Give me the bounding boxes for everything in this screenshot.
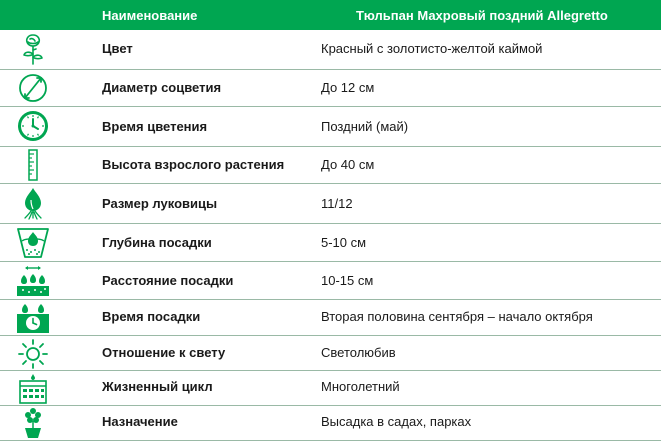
bulb-icon <box>14 186 52 220</box>
calendar-icon <box>14 372 52 406</box>
row-label-life-cycle: Жизненный цикл <box>102 379 213 394</box>
row-value-planting-depth: 5-10 см <box>321 235 367 250</box>
table-header <box>0 0 661 30</box>
table-row-planting-time <box>0 300 661 336</box>
row-value-light: Светолюбив <box>321 345 396 360</box>
row-value-height: До 40 см <box>321 157 375 172</box>
flower-pot-icon <box>14 406 52 440</box>
planting-depth-icon <box>14 226 52 260</box>
row-label-color: Цвет <box>102 41 133 56</box>
row-label-height: Высота взрослого растения <box>102 157 285 172</box>
row-label-planting-depth: Глубина посадки <box>102 235 212 250</box>
row-value-diameter: До 12 см <box>321 80 375 95</box>
row-label-bulb-size: Размер луковицы <box>102 196 218 211</box>
header-name-label: Наименование <box>102 8 198 23</box>
row-value-bloom-time: Поздний (май) <box>321 119 409 134</box>
table-row-color <box>0 30 661 70</box>
ruler-icon <box>14 148 52 182</box>
row-value-color: Красный с золотисто-желтой каймой <box>321 41 543 56</box>
table-row-life-cycle <box>0 371 661 406</box>
planting-time-icon <box>14 301 52 335</box>
table-row-purpose <box>0 406 661 441</box>
table-row-bulb-size <box>0 184 661 224</box>
table-row-planting-distance <box>0 262 661 300</box>
row-label-bloom-time: Время цветения <box>102 119 208 134</box>
row-label-diameter: Диаметр соцветия <box>102 80 222 95</box>
header-product-label: Тюльпан Махровый поздний Allegretto <box>356 8 608 23</box>
clock-icon <box>14 109 52 143</box>
row-label-light: Отношение к свету <box>102 345 226 360</box>
table-row-height <box>0 147 661 184</box>
row-label-planting-distance: Расстояние посадки <box>102 273 234 288</box>
sun-icon <box>14 337 52 371</box>
row-value-life-cycle: Многолетний <box>321 379 400 394</box>
row-label-purpose: Назначение <box>102 414 178 429</box>
table-row-diameter <box>0 70 661 107</box>
row-value-bulb-size: 11/12 <box>321 196 353 211</box>
rose-icon <box>14 32 52 66</box>
planting-distance-icon <box>14 264 52 298</box>
row-value-planting-distance: 10-15 см <box>321 273 374 288</box>
diameter-icon <box>14 71 52 105</box>
table-row-light <box>0 336 661 371</box>
table-row-bloom-time <box>0 107 661 147</box>
row-value-planting-time: Вторая половина сентября – начало октября <box>321 309 593 324</box>
row-label-planting-time: Время посадки <box>102 309 201 324</box>
row-value-purpose: Высадка в садах, парках <box>321 414 472 429</box>
table-row-planting-depth <box>0 224 661 262</box>
